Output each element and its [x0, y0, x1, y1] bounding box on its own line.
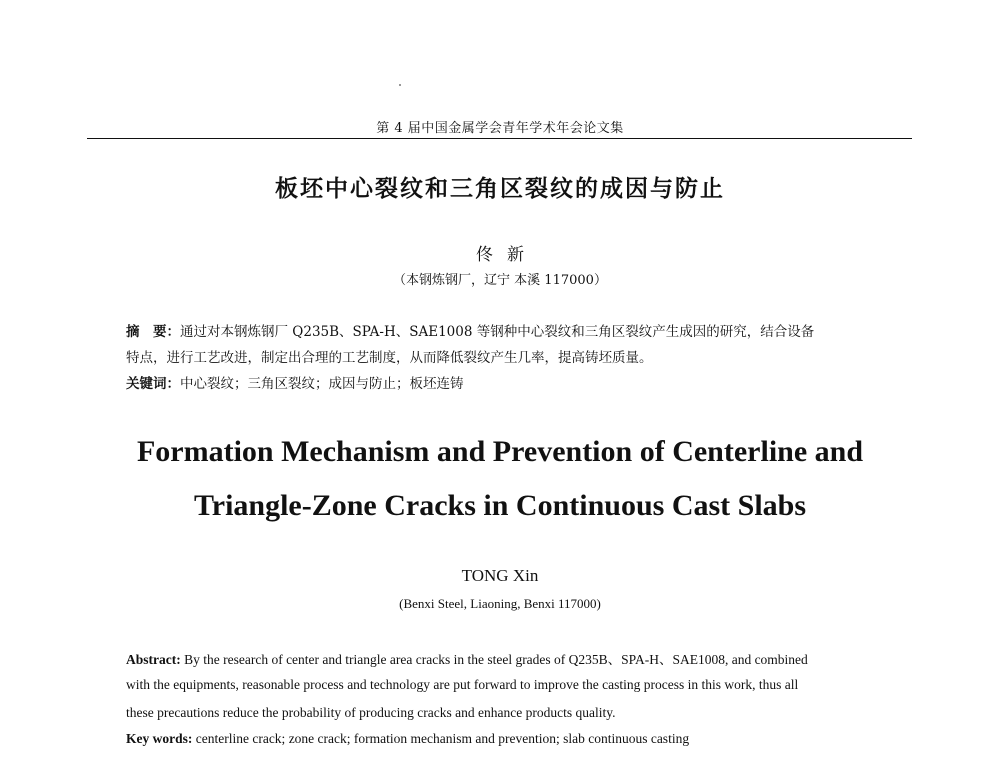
- english-title-line-2: Triangle-Zone Cracks in Continuous Cast Slabs: [193, 489, 807, 522]
- chinese-abstract-line-2: 特点，进行工艺改进，制定出合理的工艺制度，从而降低裂纹产生几率，提高铸坯质量。: [126, 350, 653, 366]
- english-abstract-line-1: [126, 648, 886, 668]
- scan-dot: [399, 84, 401, 86]
- chinese-keywords-text: 中心裂纹；三角区裂纹；成因与防止；板坯连铸: [180, 376, 464, 392]
- english-keywords: [126, 731, 886, 747]
- english-affiliation: (Benxi Steel, Liaoning, Benxi 117000): [399, 596, 601, 611]
- chinese-keywords: [126, 374, 886, 394]
- english-author: TONG Xin: [461, 566, 539, 585]
- english-abstract-line-2: with the equipments, reasonable process and technology are put forward to improve the casting process in this work, thus all: [126, 677, 799, 692]
- header-rule: [87, 138, 912, 139]
- chinese-author: 佟新: [476, 245, 538, 265]
- english-abstract-line-3: these precautions reduce the probability of producing cracks and enhance products quality.: [126, 705, 616, 720]
- english-abstract-label: Abstract:: [126, 652, 181, 667]
- chinese-abstract-label: 摘 要：: [126, 324, 180, 340]
- english-keywords-text: centerline crack; zone crack; formation mechanism and prevention; slab continuous casting: [192, 731, 690, 746]
- chinese-title: 板坯中心裂纹和三角区裂纹的成因与防止: [275, 176, 725, 202]
- english-title-line-1: Formation Mechanism and Prevention of Centerline and: [136, 435, 864, 468]
- journal-header: 第 4 届中国金属学会青年学术年会论文集: [376, 121, 624, 136]
- chinese-keywords-label: 关键词：: [126, 376, 180, 392]
- chinese-abstract-line-1: [126, 322, 886, 342]
- chinese-abstract-text-1: 通过对本钢炼钢厂 Q235B、SPA-H、SAE1008 等钢种中心裂纹和三角区裂纹产生成因的研究，结合设备: [180, 324, 815, 340]
- chinese-affiliation: （本钢炼钢厂，辽宁 本溪 117000）: [393, 273, 607, 288]
- english-abstract-text-1: By the research of center and triangle area cracks in the steel grades of Q235B、SPA-H、SAE1008, and combined: [180, 652, 808, 667]
- english-keywords-label: Key words:: [126, 731, 193, 746]
